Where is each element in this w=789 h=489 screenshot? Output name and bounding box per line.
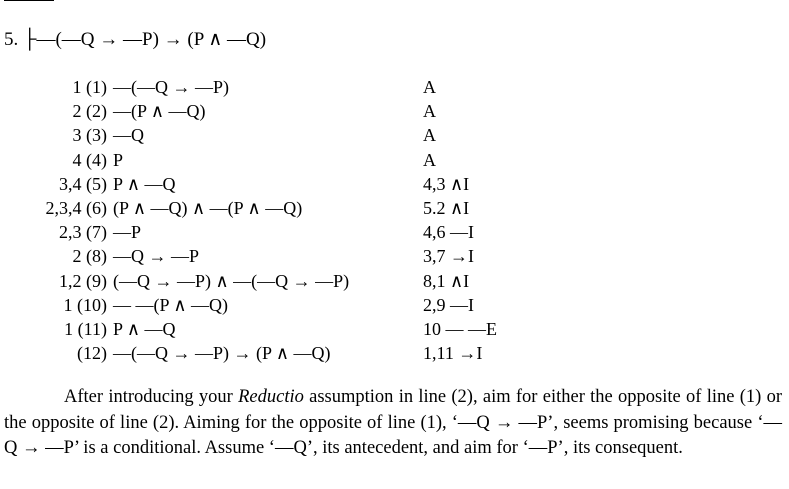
line-number: (8) <box>86 246 107 267</box>
proof-line-reference <box>73 76 108 98</box>
assumption-set: 3 <box>72 125 82 146</box>
proof-justification: 1,11 →I <box>423 343 483 364</box>
proof-justification: 2,9 —I <box>423 294 474 315</box>
sequent-formula: —(—Q → —P) → (P ∧ —Q) <box>36 29 267 50</box>
proof-line-reference <box>59 221 107 243</box>
proof-line <box>0 221 789 245</box>
proof-table <box>0 76 789 366</box>
proof-line-reference <box>77 342 107 364</box>
line-number: (4) <box>86 149 107 170</box>
proof-justification: 8,1 ∧I <box>423 270 470 291</box>
explanation-part1: After introducing your <box>64 387 239 407</box>
assumption-set: 1 <box>72 77 82 97</box>
proof-line <box>0 270 789 294</box>
proof-justification: A <box>423 77 436 97</box>
line-number: (11) <box>77 318 107 339</box>
proof-justification: A <box>423 101 436 122</box>
assumption-set: 2,3,4 <box>45 197 82 218</box>
explanation-part2: assumption in line (2), aim for either the opposite of line (1) or the opposite of line (2). Aiming for the opposite of line (1), ‘—Q → —P’, seems promising because ‘—Q → —P’ is a conditional. Assume ‘—Q’, its antecedent, and aim for ‘—P’, its consequent. <box>4 387 782 458</box>
proof-line <box>0 173 789 197</box>
proof-line <box>0 342 789 366</box>
proof-line <box>0 318 789 342</box>
explanation-paragraph <box>4 385 782 462</box>
reductio-term: Reductio <box>238 387 304 407</box>
proof-line-reference <box>46 197 108 219</box>
proof-line-reference <box>73 100 108 122</box>
proof-justification: A <box>423 149 436 170</box>
proof-formula: P ∧ —Q <box>113 318 176 339</box>
line-number: (2) <box>86 101 107 122</box>
proof-line <box>0 294 789 318</box>
proof-justification: 10 — —E <box>423 318 497 339</box>
top-rule <box>4 0 54 1</box>
line-number: (3) <box>86 125 107 146</box>
exercise-heading <box>4 29 266 51</box>
line-number: (12) <box>77 343 107 364</box>
line-number: (6) <box>86 197 107 218</box>
turnstile-symbol: ├ <box>23 29 37 50</box>
proof-line <box>0 124 789 148</box>
proof-line-reference <box>73 124 108 146</box>
proof-line-reference <box>59 270 107 292</box>
proof-justification: 4,6 —I <box>423 222 474 243</box>
assumption-set: 2 <box>72 101 82 122</box>
assumption-set: 2,3 <box>59 222 82 243</box>
proof-formula: —(—Q → —P) → (P ∧ —Q) <box>113 343 331 364</box>
proof-formula: —P <box>113 222 142 243</box>
proof-formula: —Q <box>113 125 144 146</box>
assumption-set: 1 <box>63 294 73 315</box>
proof-formula: P <box>113 149 124 170</box>
proof-line-reference <box>73 149 108 171</box>
proof-line-reference <box>73 245 108 267</box>
assumption-set: 1 <box>64 318 74 339</box>
assumption-set: 1,2 <box>59 270 82 291</box>
proof-line-reference <box>64 318 107 340</box>
proof-line <box>0 76 789 100</box>
line-number: (5) <box>86 173 107 194</box>
proof-formula: (P ∧ —Q) ∧ —(P ∧ —Q) <box>113 197 303 218</box>
proof-formula: —(P ∧ —Q) <box>113 101 206 122</box>
proof-line <box>0 197 789 221</box>
exercise-number: 5. <box>4 29 19 50</box>
proof-justification: A <box>423 125 436 146</box>
assumption-set: 3,4 <box>59 173 82 194</box>
assumption-set: 2 <box>72 246 82 267</box>
assumption-set: 4 <box>72 149 82 170</box>
explanation-text <box>4 385 782 462</box>
proof-formula: —Q → —P <box>113 246 200 267</box>
proof-formula: P ∧ —Q <box>113 173 176 194</box>
proof-formula: (—Q → —P) ∧ —(—Q → —P) <box>113 270 350 291</box>
line-number: (9) <box>86 270 107 291</box>
proof-justification: 4,3 ∧I <box>423 173 470 194</box>
proof-justification: 5.2 ∧I <box>423 197 470 218</box>
line-number: (7) <box>86 222 107 243</box>
proof-line <box>0 245 789 269</box>
proof-formula: —(—Q → —P) <box>113 77 229 97</box>
line-number: (10) <box>77 294 107 315</box>
proof-line <box>0 149 789 173</box>
proof-line-reference <box>64 294 108 316</box>
proof-line-reference <box>59 173 107 195</box>
proof-justification: 3,7 →I <box>423 246 474 267</box>
proof-line <box>0 100 789 124</box>
proof-formula: — —(P ∧ —Q) <box>113 294 229 315</box>
line-number: (1) <box>86 77 107 97</box>
